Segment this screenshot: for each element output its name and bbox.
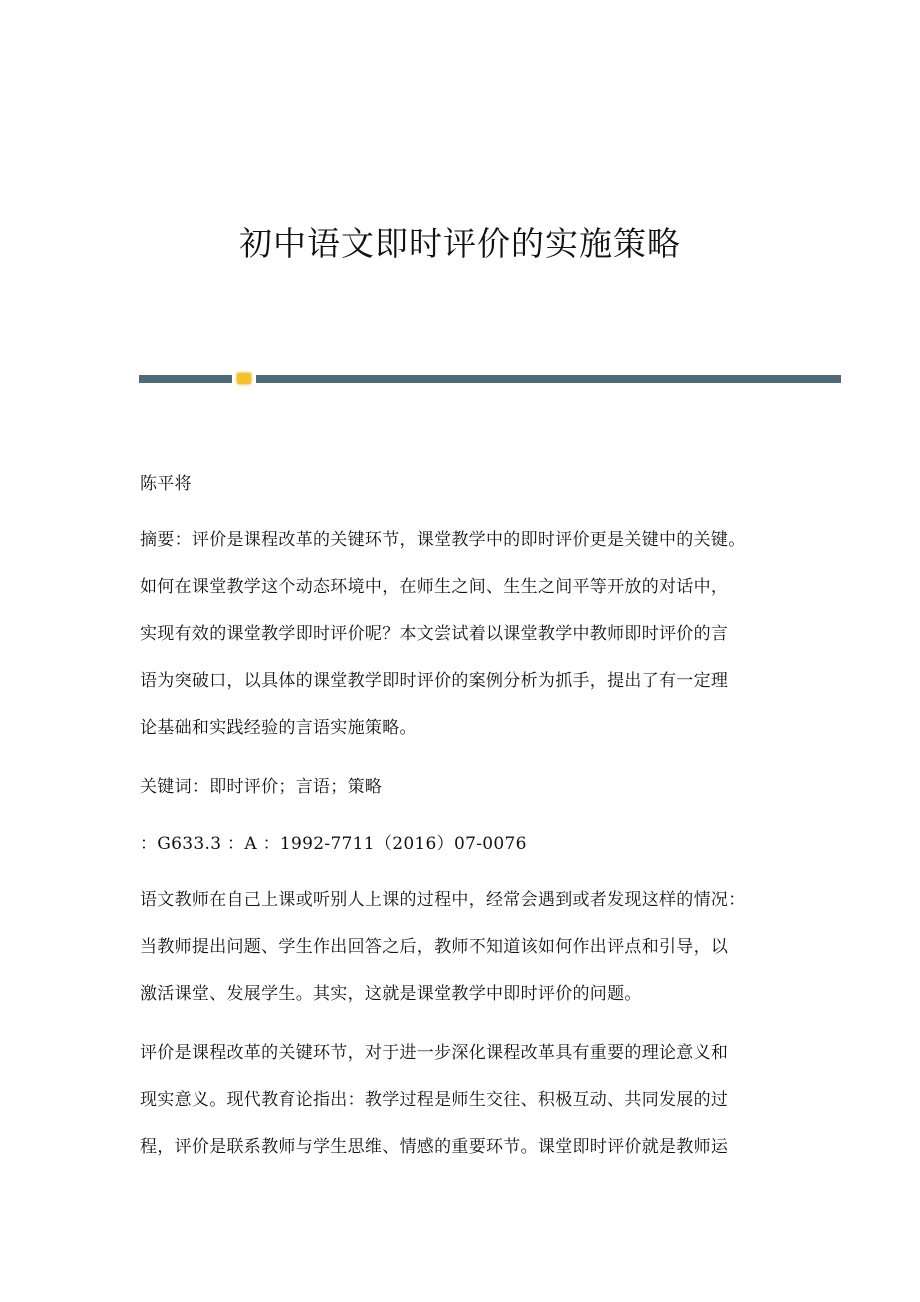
abstract-line: 语为突破口，以具体的课堂教学即时评价的案例分析为抓手，提出了有一定理 [140, 671, 729, 691]
body-line: 语文教师在自己上课或听别人上课的过程中，经常会遇到或者发现这样的情况： [140, 890, 746, 910]
classification: ：G633.3 ：A ：1992-7711（2016）07-0076 [140, 834, 527, 854]
divider-ornament-icon [237, 373, 251, 384]
body-line: 现实意义。现代教育论指出：教学过程是师生交往、积极互动、共同发展的过 [140, 1090, 729, 1110]
abstract-line: 论基础和实践经验的言语实施策略。 [140, 718, 417, 738]
document-title: 初中语文即时评价的实施策略 [239, 224, 681, 263]
body-line: 评价是课程改革的关键环节，对于进一步深化课程改革具有重要的理论意义和 [140, 1043, 729, 1063]
body-line: 程，评价是联系教师与学生思维、情感的重要环节。课堂即时评价就是教师运 [140, 1137, 729, 1157]
body-line: 当教师提出问题、学生作出回答之后，教师不知道该如何作出评点和引导，以 [140, 937, 729, 957]
body-line: 激活课堂、发展学生。其实，这就是课堂教学中即时评价的问题。 [140, 984, 642, 1004]
divider-left [139, 375, 232, 383]
abstract-line: 摘要：评价是课程改革的关键环节，课堂教学中的即时评价更是关键中的关键。 [140, 530, 746, 550]
divider-right [256, 375, 841, 383]
author: 陈平将 [140, 474, 192, 494]
keywords: 关键词：即时评价；言语；策略 [140, 777, 383, 797]
abstract-line: 实现有效的课堂教学即时评价呢？本文尝试着以课堂教学中教师即时评价的言 [140, 624, 729, 644]
abstract-line: 如何在课堂教学这个动态环境中，在师生之间、生生之间平等开放的对话中， [140, 577, 729, 597]
